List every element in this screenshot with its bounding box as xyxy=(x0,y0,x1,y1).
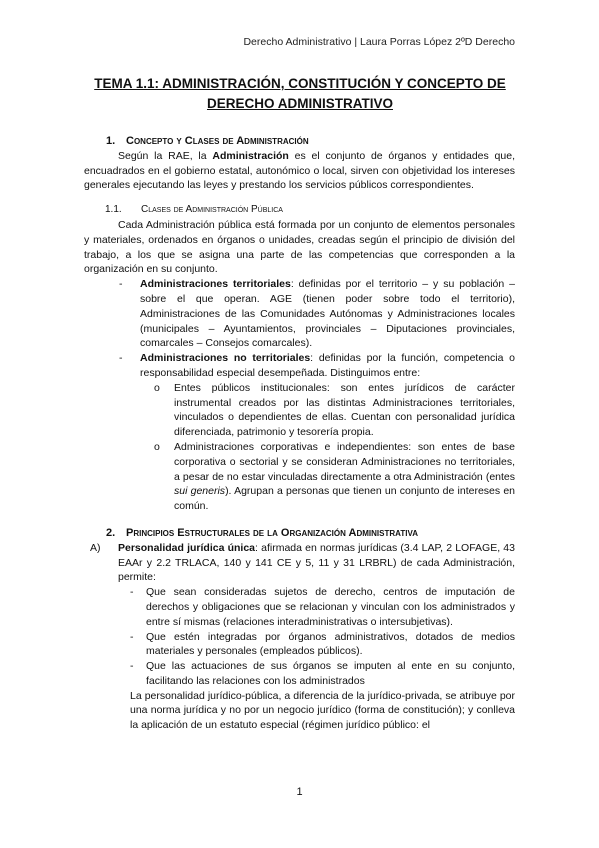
bold-term: Administración xyxy=(212,149,289,162)
section-1-paragraph xyxy=(84,149,515,193)
section-title: Principios Estructurales de la Organización Administrativa xyxy=(126,526,418,539)
subsection-1-1-heading xyxy=(105,203,515,218)
list-label: A) xyxy=(90,541,101,554)
bold-term: Administraciones no territoriales xyxy=(140,352,311,365)
document-body xyxy=(84,134,515,733)
list-item xyxy=(140,277,515,351)
closing-paragraph: La personalidad jurídico-pública, a diferencia de la jurídico-privada, se atribuye por una norma jurídica y no por un negocio jurídico (forma de constitución); y conlleva la aplicación de un estatuto especial (régimen jurídico público: el xyxy=(130,689,515,732)
text: Según la RAE, la xyxy=(118,149,213,162)
document-title: TEMA 1.1: ADMINISTRACIÓN, CONSTITUCIÓN Y CONCEPTO DE DERECHO ADMINISTRATIVO xyxy=(94,76,506,111)
sub-list xyxy=(140,381,515,514)
section-title: Clases de Administración Pública xyxy=(141,204,283,216)
section-number: 1.1. xyxy=(105,204,122,216)
text: ). Agrupan a personas que tienen un conjunto de intereses en común. xyxy=(174,485,515,513)
list-item xyxy=(140,351,515,514)
section-title: Concepto y Clases de Administración xyxy=(126,135,309,147)
section-1-heading xyxy=(106,134,515,149)
subsection-1-1-paragraph: Cada Administración pública está formada por un conjunto de elementos personales y materiales, ordenados en órganos o unidades, creadas según el principio de división del trabajo, a los que se asigna una parte de las competencias que corresponden a la organización en su conjunto. xyxy=(84,218,515,276)
principle-a xyxy=(84,541,515,585)
admin-types-list xyxy=(84,277,515,514)
page-number: 1 xyxy=(296,786,303,798)
bold-term: Personalidad jurídica única xyxy=(118,541,256,554)
bold-term: Administraciones territoriales xyxy=(140,278,291,291)
list-item: - Que las actuaciones de sus órganos se imputen al ente en su conjunto, facilitando las relaciones con los administrados xyxy=(146,659,515,689)
text: Administraciones corporativas e independientes: son entes de base corporativa o sectorial y se consideran Administraciones no territoriales, a pesar de no estar vinculadas directamente a otra Administración (entes xyxy=(174,440,515,483)
sub-list-item: o Entes públicos institucionales: son entes jurídicos de carácter instrumental creados por las distintas Administraciones territoriales, vinculados o dependientes de ellas. Cuentan con personalidad jurídica diferenciada, patrimonio y tesorería propia. xyxy=(174,381,515,440)
principle-a-list xyxy=(84,585,515,689)
section-number: 2. xyxy=(106,526,116,539)
text: : afirmada en normas jurídicas (3.4 LAP, 2 LOFAGE, 43 EAAr y 2.2 TRLACA, 140 y 141 CE y 5, 11 y 31 LRBRL) de cada Administración, permite: xyxy=(118,541,515,584)
section-number: 1. xyxy=(106,135,116,147)
running-header: Derecho Administrativo | Laura Porras López 2ºD Derecho xyxy=(243,36,515,48)
text: : definidas por el territorio – y su población – sobre el que operan. AGE (tienen poder sobre todo el territorio), Administraciones de las Comunidades Autónomas y Administraciones locales (municipales – Ayuntamientos, provinciales – Diputaciones provinciales, comarcales – Consejos comarcales). xyxy=(140,278,515,350)
section-2-heading xyxy=(106,526,515,541)
list-item: - Que sean consideradas sujetos de derecho, centros de imputación de derechos y obligaciones que se relacionan y vinculan con los administrados y entre sí mismas (relaciones interadministrativas o intersubjetivas). xyxy=(146,585,515,629)
sub-list-item xyxy=(174,440,515,514)
text: : definidas por la función, competencia o responsabilidad especial desempeñada. Distinguimos entre: xyxy=(140,352,515,379)
text: es el conjunto de órganos y entidades que, encuadrados en el gobierno estatal, autonómico o local, sirven con objetividad los intereses generales ejecutando las leyes y prestando los servicios públicos correspondientes. xyxy=(84,149,515,192)
italic-term: sui generis xyxy=(174,485,226,498)
list-item: - Que estén integradas por órganos administrativos, dotados de medios materiales y personales (empleados públicos). xyxy=(146,630,515,660)
